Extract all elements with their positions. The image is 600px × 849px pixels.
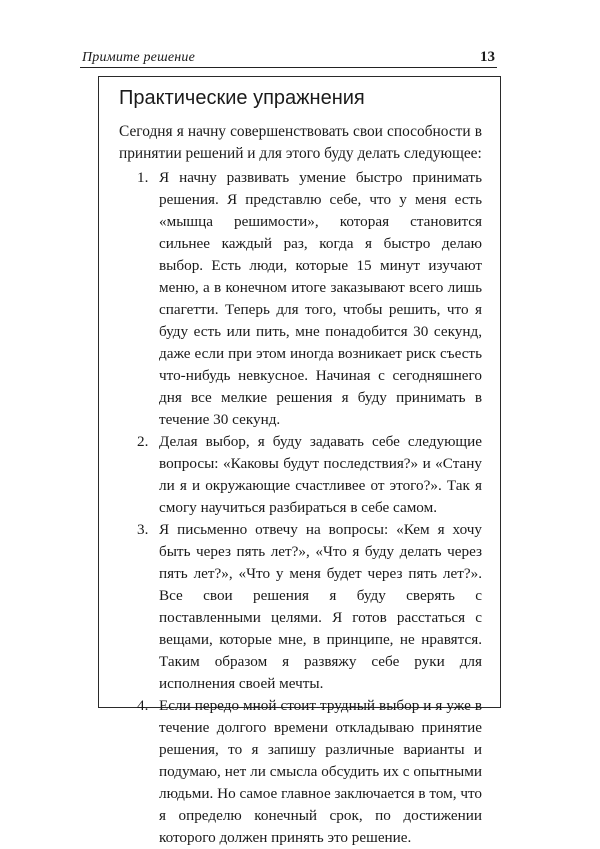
exercise-item-2 [119, 431, 482, 519]
box-title: Практические упражнения [119, 87, 365, 109]
running-title: Примите решение [82, 50, 196, 65]
intro-paragraph: Сегодня я начну совершенствовать свои способности в принятии решений и для этого буду делать следующее: [119, 123, 482, 162]
item-number: 2. [137, 433, 149, 450]
exercise-list [119, 167, 482, 849]
item-text: Если передо мной стоит трудный выбор и я уже в течение долгого времени откладываю принятие решения, то я запишу различные варианты и подумаю, нет ли смысла обсудить их с опытными людьми. Но самое главное заключается в том, что я определю конечный срок, по достижении которого должен принять это решение. [159, 697, 482, 846]
item-text: Я письменно отвечу на вопросы: «Кем я хочу быть через пять лет?», «Что я буду делать через пять лет?», «Что у меня будет через пять лет?». Все свои решения я буду сверять с поставленными целями. Я готов расстаться с вещами, которые мне, в принципе, не нравятся. Таким образом я развяжу себе руки для исполнения своей мечты. [159, 521, 482, 692]
item-text: Я начну развивать умение быстро принимать решения. Я представлю себе, что у меня есть «мышца решимости», которая становится сильнее каждый раз, когда я быстро делаю выбор. Есть люди, которые 15 минут изучают меню, а в конечном итоге заказывают всего лишь спагетти. Теперь для того, чтобы решить, что я буду есть или пить, мне понадобится 30 секунд, даже если при этом иногда возникает риск съесть что-нибудь невкусное. Начиная с сегодняшнего дня все мелкие решения я буду принимать в течение 30 секунд. [159, 169, 482, 428]
exercise-item-3 [119, 519, 482, 695]
item-number: 4. [137, 697, 149, 714]
item-number: 3. [137, 521, 149, 538]
page-number: 13 [480, 49, 495, 65]
exercise-item-4 [119, 695, 482, 849]
item-number: 1. [137, 169, 149, 186]
item-text: Делая выбор, я буду задавать себе следующие вопросы: «Каковы будут последствия?» и «Стану ли я и окружающие счастливее от этого?». Так я смогу научиться разбираться в себе самом. [159, 433, 482, 516]
running-header [80, 47, 497, 69]
exercise-box [98, 76, 501, 846]
exercise-item-1 [119, 167, 482, 431]
header-rule [80, 67, 497, 68]
